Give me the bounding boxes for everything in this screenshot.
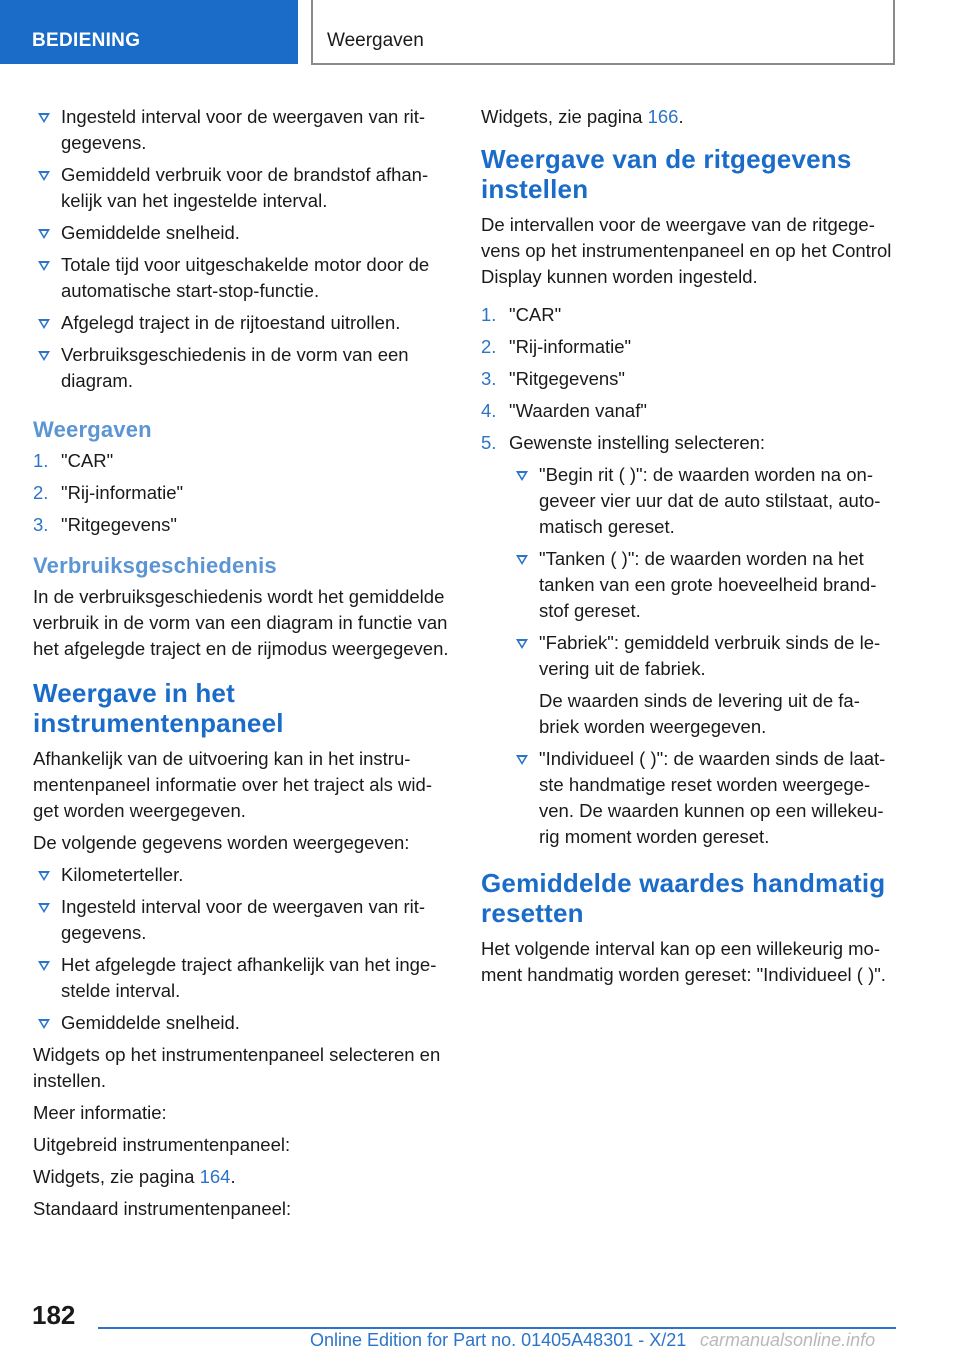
page-link[interactable]: 166 [647,106,679,127]
triangle-bullet-icon [36,310,50,336]
footer-divider [98,1327,896,1329]
instrumentenpaneel-paragraph: Afhankelijk van de uitvoering kan in het instrumentenpaneel informatie over het traject als widget worden weergegeven. [33,748,432,821]
fabriek-note: De waarden sinds de levering uit de fabriek worden weergegeven. [539,690,860,737]
standaard-label: Standaard instrumentenpaneel: [33,1198,292,1219]
list-item: "Begin rit ( )": de waarden worden na ongeveer vier uur dat de auto stilstaat, automatisch gereset. [511,462,893,540]
step-item: 2. "Rij-informatie" [33,482,184,503]
list-item: "Individueel ( )": de waarden sinds de laatste handmatige reset worden weergegeven. De waarden kunnen op een willekeurig moment worden gereset. [511,746,893,850]
triangle-bullet-icon [36,104,50,130]
widgets-reference: Widgets, zie pagina 166. [481,106,684,127]
section-header [311,0,895,65]
list-item: Het afgelegde traject afhankelijk van het ingestelde interval. [33,952,451,1004]
list-item: Totale tijd voor uitgeschakelde motor door de automatische start-stop-functie. [33,252,451,304]
reset-heading: Gemiddelde waardes handmatig resetten [481,868,886,928]
verbruik-heading: Verbruiksgeschiedenis [33,553,277,578]
left-column [33,104,451,1228]
triangle-bullet-icon [36,862,50,888]
triangle-bullet-icon [36,1010,50,1036]
list-item: Verbruiksgeschiedenis in de vorm van een diagram. [33,342,451,394]
meer-info-label: Meer informatie: [33,1102,167,1123]
step-item: 4. "Waarden vanaf" [481,400,647,421]
triangle-bullet-icon [514,546,528,572]
instrumentenpaneel-intro: De volgende gegevens worden weergegeven: [33,832,410,853]
list-item: Ingesteld interval voor de weergaven van ritgegevens. [33,104,451,156]
triangle-bullet-icon [36,342,50,368]
right-column [481,104,893,994]
verbruik-paragraph: In de verbruiksgeschiedenis wordt het gemiddelde verbruik in de vorm van een diagram in functie van het afgelegde traject en de rijmodus weergegeven. [33,586,449,659]
triangle-bullet-icon [514,746,528,772]
edition-text: Online Edition for Part no. 01405A48301 - X/21 [310,1330,687,1350]
reset-paragraph: Het volgende interval kan op een willekeurig moment handmatig worden gereset: "Individueel ( )". [481,938,886,985]
list-item: "Fabriek": gemiddeld verbruik sinds de levering uit de fabriek. [511,630,893,682]
triangle-bullet-icon [36,894,50,920]
list-item: Gemiddelde snelheid. [33,1010,451,1036]
widgets-reference: Widgets, zie pagina 164. [33,1166,236,1187]
step-item: 1. "CAR" [481,304,562,325]
page-number: 182 [32,1300,76,1330]
triangle-bullet-icon [36,252,50,278]
triangle-bullet-icon [36,162,50,188]
widgets-paragraph: Widgets op het instrumentenpaneel selecteren en instellen. [33,1044,441,1091]
triangle-bullet-icon [514,462,528,488]
weergaven-heading: Weergaven [33,417,152,442]
chapter-tab [0,0,298,64]
step-item: 2. "Rij-informatie" [481,336,632,357]
ritgegevens-paragraph: De intervallen voor de weergave van de ritgegevens op het instrumentenpaneel en op het Control Display kunnen worden ingesteld. [481,214,892,287]
section-label: Weergaven [327,30,424,51]
list-item: Gemiddelde snelheid. [33,220,451,246]
triangle-bullet-icon [36,952,50,978]
page-link[interactable]: 164 [199,1166,231,1187]
triangle-bullet-icon [36,220,50,246]
list-item: Ingesteld interval voor de weergaven van ritgegevens. [33,894,451,946]
triangle-bullet-icon [514,630,528,656]
step-item: 3. "Ritgegevens" [33,514,177,535]
list-item: Afgelegd traject in de rijtoestand uitrollen. [33,310,451,336]
step-item: 1. "CAR" [33,450,114,471]
watermark: carmanualsonline.info [700,1330,876,1350]
step-item: 5. Gewenste instelling selecteren: [481,432,766,453]
step-item: 3. "Ritgegevens" [481,368,625,389]
list-item: Kilometerteller. [33,862,451,888]
ritgegevens-heading: Weergave van de ritgegevens instellen [481,144,852,204]
list-item: "Tanken ( )": de waarden worden na het tanken van een grote hoeveelheid brandstof gereset. [511,546,893,624]
uitgebreid-label: Uitgebreid instrumentenpaneel: [33,1134,291,1155]
chapter-label: BEDIENING [32,30,141,51]
instrumentenpaneel-heading: Weergave in het instrumentenpaneel [33,678,284,738]
list-item: Gemiddeld verbruik voor de brandstof afhankelijk van het ingestelde interval. [33,162,451,214]
